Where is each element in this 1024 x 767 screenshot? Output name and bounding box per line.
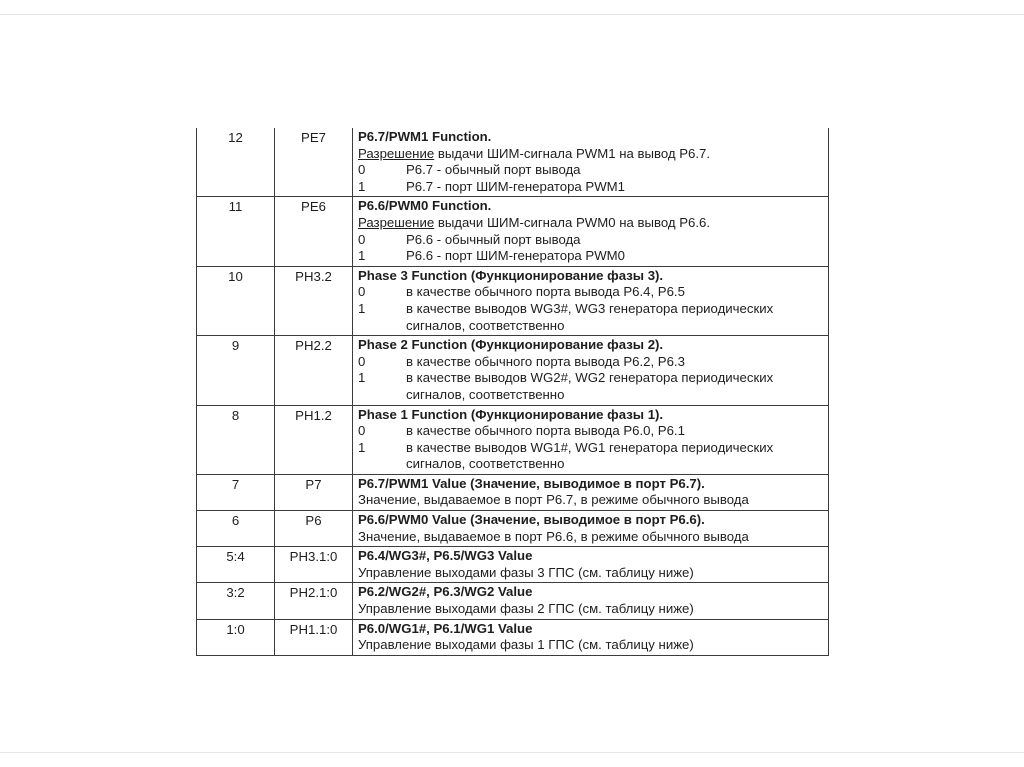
field-description <box>353 266 829 335</box>
field-title: Phase 2 Function (Функционирование фазы 2). <box>358 337 664 353</box>
option-text: в качестве обычного порта вывода P6.2, P6.3 <box>406 353 685 369</box>
option-text: в качестве выводов WG1#, WG1 генератора периодических сигналов, соответственно <box>406 439 774 472</box>
field-name: PH3.2 <box>275 266 353 335</box>
option-0 <box>358 354 824 371</box>
field-name: PH1.1:0 <box>275 619 353 655</box>
field-line: Управление выходами фазы 3 ГПС (см. таблицу ниже) <box>358 564 694 580</box>
field-name: P7 <box>275 474 353 510</box>
option-1 <box>358 370 824 403</box>
bit-number: 6 <box>197 511 275 547</box>
line-rest: выдачи ШИМ-сигнала PWM1 на вывод P6.7. <box>434 145 711 161</box>
table-row <box>197 336 829 405</box>
option-value: 1 <box>358 178 366 194</box>
field-description <box>353 405 829 474</box>
bit-number: 12 <box>197 128 275 197</box>
option-text: P6.6 - обычный порт вывода <box>406 231 581 247</box>
underlined-word: Разрешение <box>358 145 435 161</box>
option-1 <box>358 179 824 196</box>
field-name: PH3.1:0 <box>275 547 353 583</box>
option-0 <box>358 284 824 301</box>
option-value: 1 <box>358 370 366 386</box>
table-row <box>197 547 829 583</box>
option-value: 0 <box>358 231 366 247</box>
option-text: P6.6 - порт ШИМ-генератора PWM0 <box>406 248 625 264</box>
option-value: 0 <box>358 353 366 369</box>
table-row <box>197 583 829 619</box>
option-1 <box>358 248 824 265</box>
field-line: Значение, выдаваемое в порт P6.6, в режиме обычного вывода <box>358 528 749 544</box>
field-line <box>358 215 824 232</box>
field-description <box>353 336 829 405</box>
bit-number: 7 <box>197 474 275 510</box>
underlined-word: Разрешение <box>358 214 435 230</box>
field-title: Phase 1 Function (Функционирование фазы 1). <box>358 406 664 422</box>
table-row <box>197 474 829 510</box>
field-name: PE6 <box>275 197 353 266</box>
table-row <box>197 128 829 197</box>
field-line: Управление выходами фазы 2 ГПС (см. таблицу ниже) <box>358 601 694 617</box>
register-table <box>196 128 829 656</box>
field-title: P6.6/PWM0 Function. <box>358 198 492 214</box>
field-title: Phase 3 Function (Функционирование фазы 3). <box>358 267 664 283</box>
bit-number: 1:0 <box>197 619 275 655</box>
table-row <box>197 619 829 655</box>
field-title: P6.4/WG3#, P6.5/WG3 Value <box>358 548 533 564</box>
bit-number: 5:4 <box>197 547 275 583</box>
option-1 <box>358 301 824 334</box>
option-0 <box>358 232 824 249</box>
field-name: PH2.1:0 <box>275 583 353 619</box>
line-rest: выдачи ШИМ-сигнала PWM0 на вывод P6.6. <box>434 214 711 230</box>
field-description <box>353 547 829 583</box>
field-line: Значение, выдаваемое в порт P6.7, в режиме обычного вывода <box>358 492 749 508</box>
option-text: P6.7 - порт ШИМ-генератора PWM1 <box>406 178 625 194</box>
table-row <box>197 405 829 474</box>
field-line: Управление выходами фазы 1 ГПС (см. таблицу ниже) <box>358 637 694 653</box>
bit-number: 11 <box>197 197 275 266</box>
field-name: PE7 <box>275 128 353 197</box>
field-title: P6.0/WG1#, P6.1/WG1 Value <box>358 620 533 636</box>
option-value: 0 <box>358 423 366 439</box>
field-title: P6.2/WG2#, P6.3/WG2 Value <box>358 584 533 600</box>
option-text: P6.7 - обычный порт вывода <box>406 162 581 178</box>
top-divider <box>0 14 1024 15</box>
bit-number: 3:2 <box>197 583 275 619</box>
option-0 <box>358 423 824 440</box>
option-text: в качестве обычного порта вывода P6.0, P6.1 <box>406 423 685 439</box>
table-row <box>197 266 829 335</box>
field-description <box>353 128 829 197</box>
option-value: 1 <box>358 439 366 455</box>
field-title: P6.7/PWM1 Value (Значение, выводимое в порт P6.7). <box>358 475 705 491</box>
bit-number: 9 <box>197 336 275 405</box>
option-value: 1 <box>358 300 366 316</box>
field-name: PH1.2 <box>275 405 353 474</box>
option-text: в качестве выводов WG3#, WG3 генератора периодических сигналов, соответственно <box>406 300 774 333</box>
field-description <box>353 619 829 655</box>
option-value: 1 <box>358 248 366 264</box>
option-value: 0 <box>358 162 366 178</box>
bit-number: 10 <box>197 266 275 335</box>
field-description <box>353 583 829 619</box>
table-row <box>197 511 829 547</box>
field-line <box>358 146 824 163</box>
option-text: в качестве выводов WG2#, WG2 генератора периодических сигналов, соответственно <box>406 370 774 402</box>
field-name: PH2.2 <box>275 336 353 405</box>
field-description <box>353 474 829 510</box>
field-description <box>353 197 829 266</box>
field-name: P6 <box>275 511 353 547</box>
bottom-divider <box>0 752 1024 753</box>
option-text: в качестве обычного порта вывода P6.4, P6.5 <box>406 284 685 300</box>
field-title: P6.7/PWM1 Function. <box>358 129 492 144</box>
field-description <box>353 511 829 547</box>
option-1 <box>358 440 824 473</box>
option-value: 0 <box>358 284 366 300</box>
field-title: P6.6/PWM0 Value (Значение, выводимое в порт P6.6). <box>358 512 705 528</box>
table-row <box>197 197 829 266</box>
option-0 <box>358 162 824 179</box>
bit-number: 8 <box>197 405 275 474</box>
